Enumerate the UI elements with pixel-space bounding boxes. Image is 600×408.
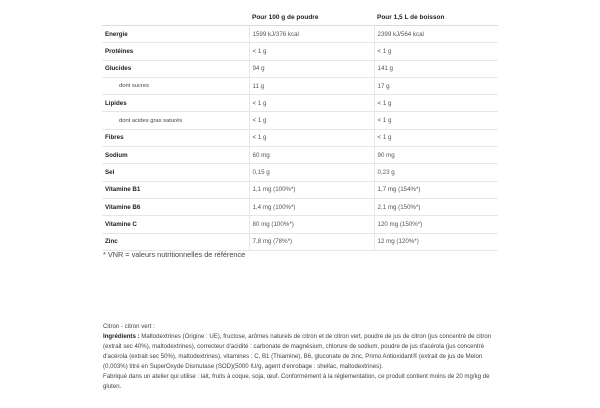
nutrition-table-body (102, 26, 498, 251)
ingredients-list: Maltodextrines (Origine : UE), fructose, arômes naturels de citron et de citron vert, poudre de jus de citron (jus concentré de citron (extrait sec 40%), maltodextrines), correcteur d'acidité : carbonate de magnésium, chlorure de sodium, poudre de jus d'acérola (jus concentré d'acérola (extrait sec 50%), maltodextrines), vitamines : C, B1 (Thiamine), B6, gluconate de zinc, Primo Antioxidant® (extrait de jus de Melon (0,003%) titré en SuperOxyde Dismutase (SOD)(5000 IU/g, agent d'enrobage : shellac, maltodextrines). (103, 333, 492, 370)
table-row (102, 164, 498, 181)
nutrient-label: Energie (102, 26, 249, 43)
table-row (102, 216, 498, 233)
table-row (102, 198, 498, 215)
value-per-100g: 1,4 mg (100%*) (249, 198, 374, 215)
value-per-1-5l: < 1 g (374, 95, 498, 112)
value-per-100g: 11 g (249, 77, 374, 94)
table-row (102, 112, 498, 129)
value-per-100g: 1,1 mg (100%*) (249, 181, 374, 198)
table-row (102, 60, 498, 77)
nutrient-label: Sodium (102, 147, 249, 164)
nutrient-label: Zinc (102, 233, 249, 250)
value-per-1-5l: 1,7 mg (154%*) (374, 181, 498, 198)
table-header-row (102, 10, 498, 26)
value-per-100g: < 1 g (249, 112, 374, 129)
value-per-100g: < 1 g (249, 95, 374, 112)
nutrition-table (102, 10, 498, 251)
value-per-100g: 7,8 mg (78%*) (249, 233, 374, 250)
nutrient-label: Vitamine B6 (102, 198, 249, 215)
value-per-1-5l: 2399 kJ/564 kcal (374, 26, 498, 43)
nutrient-label: dont sucres (102, 77, 249, 94)
value-per-1-5l: < 1 g (374, 112, 498, 129)
footnote: * VNR = valeurs nutritionnelles de référence (103, 250, 246, 259)
value-per-1-5l: 141 g (374, 60, 498, 77)
table-row (102, 233, 498, 250)
value-per-1-5l: 90 mg (374, 147, 498, 164)
header-per-1-5l: Pour 1,5 L de boisson (374, 10, 498, 26)
value-per-1-5l: < 1 g (374, 129, 498, 146)
table-row (102, 129, 498, 146)
table-row (102, 95, 498, 112)
value-per-1-5l: 0,23 g (374, 164, 498, 181)
table-row (102, 43, 498, 60)
header-label (102, 10, 249, 26)
value-per-1-5l: < 1 g (374, 43, 498, 60)
nutrient-label: Glucides (102, 60, 249, 77)
nutrient-label: Lipides (102, 95, 249, 112)
flavor-label: Citron - citron vert : (103, 323, 155, 330)
value-per-100g: 60 mg (249, 147, 374, 164)
value-per-1-5l: 120 mg (150%*) (374, 216, 498, 233)
header-per-100g: Pour 100 g de poudre (249, 10, 374, 26)
ingredients-text (103, 332, 498, 372)
table-row (102, 147, 498, 164)
value-per-1-5l: 2,1 mg (150%*) (374, 198, 498, 215)
ingredients-block (103, 322, 498, 392)
nutrition-table-container (102, 10, 498, 251)
nutrient-label: dont acides gras saturés (102, 112, 249, 129)
nutrient-label: Sel (102, 164, 249, 181)
table-row (102, 77, 498, 94)
value-per-100g: < 1 g (249, 43, 374, 60)
nutrient-label: Protéines (102, 43, 249, 60)
value-per-1-5l: 12 mg (120%*) (374, 233, 498, 250)
nutrient-label: Vitamine C (102, 216, 249, 233)
allergen-statement: Fabriqué dans un atelier qui utilise : lait, fruits à coque, soja, œuf. Conformément à la réglementation, ce produit contient moins de 20 mg/kg de gluten. (103, 373, 490, 390)
ingredients-label: Ingrédients : (103, 333, 140, 340)
value-per-100g: 1599 kJ/376 kcal (249, 26, 374, 43)
value-per-100g: 80 mg (100%*) (249, 216, 374, 233)
table-row (102, 181, 498, 198)
value-per-1-5l: 17 g (374, 77, 498, 94)
value-per-100g: 94 g (249, 60, 374, 77)
nutrient-label: Vitamine B1 (102, 181, 249, 198)
table-row (102, 26, 498, 43)
nutrient-label: Fibres (102, 129, 249, 146)
value-per-100g: 0,15 g (249, 164, 374, 181)
value-per-100g: < 1 g (249, 129, 374, 146)
